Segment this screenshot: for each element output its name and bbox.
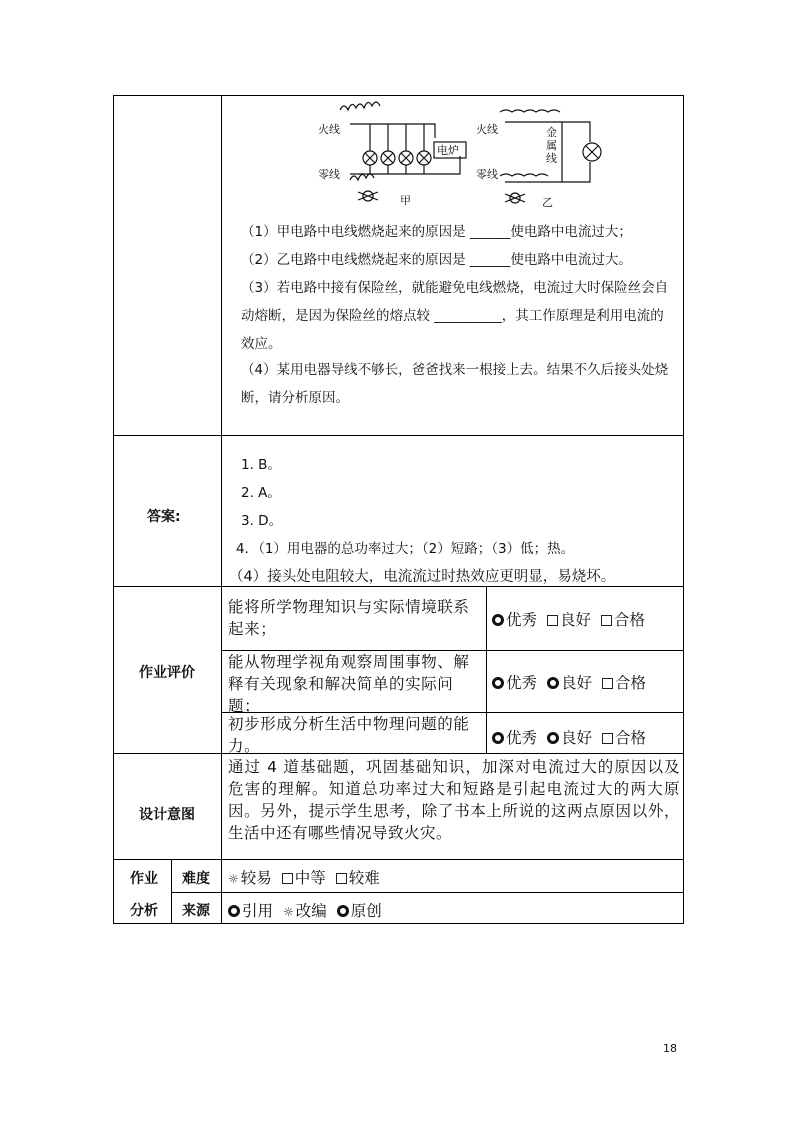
criterion-3: 初步形成分析生活中物理问题的能力。	[228, 715, 470, 755]
jia-neutral-label: 零线	[318, 168, 340, 181]
question-1: （1）甲电路中电线燃烧起来的原因是 ______使电路中电流过大；	[241, 224, 632, 240]
radio-checked-icon	[337, 905, 349, 917]
difficulty-label: 难度	[182, 871, 210, 887]
sun-icon: ☼	[283, 905, 294, 919]
rating-good[interactable]	[547, 729, 592, 747]
radio-checked-icon	[492, 614, 504, 626]
checkbox-icon	[282, 873, 293, 884]
rating-excellent[interactable]	[492, 729, 537, 747]
yi-fire-label: 火线	[476, 123, 498, 136]
option-label: 优秀	[506, 674, 538, 692]
difficulty-hard[interactable]	[336, 869, 380, 887]
question-2: （2）乙电路中电线燃烧起来的原因是 ______使电路中电流过大。	[241, 252, 632, 268]
option-label: 原创	[350, 902, 382, 920]
rating-excellent[interactable]	[492, 611, 537, 629]
question-4-line-1: （4）某用电器导线不够长，爸爸找来一根接上去。结果不久后接头处烧	[241, 362, 669, 378]
rating-good[interactable]	[547, 611, 591, 629]
difficulty-medium[interactable]	[282, 869, 326, 887]
answer-line-2: 2. A。	[241, 485, 281, 501]
option-label: 良好	[561, 674, 593, 692]
source-adapted[interactable]	[283, 902, 327, 920]
checkbox-icon	[602, 733, 613, 744]
option-label: 较难	[348, 869, 380, 887]
answer-label: 答案:	[147, 509, 181, 525]
question-3-line-3: 效应。	[241, 336, 282, 352]
answer-line-3: 3. D。	[241, 513, 283, 529]
jia-device-label: 电炉	[437, 144, 459, 157]
rating-row-2	[492, 671, 656, 693]
jia-name-label: 甲	[400, 194, 411, 207]
answer-line-4: 4．（1）用电器的总功率过大；（2）短路；（3）低；热。	[236, 541, 575, 557]
radio-checked-icon	[492, 732, 504, 744]
checkbox-icon	[547, 615, 558, 626]
checkbox-icon	[602, 678, 613, 689]
rating-good[interactable]	[547, 674, 592, 692]
sun-icon: ☼	[228, 872, 239, 886]
criterion-2: 能从物理学视角观察周围事物、解释有关现象和解决简单的实际问题；	[228, 653, 470, 715]
criterion-1: 能将所学物理知识与实际情境联系起来；	[228, 598, 470, 638]
option-label: 良好	[560, 611, 592, 629]
option-label: 较易	[240, 869, 272, 887]
option-label: 合格	[615, 729, 647, 747]
rating-excellent[interactable]	[492, 674, 537, 692]
option-label: 引用	[242, 902, 274, 920]
analysis-label-top: 作业	[130, 871, 158, 887]
option-label: 优秀	[506, 611, 538, 629]
radio-checked-icon	[492, 677, 504, 689]
radio-checked-icon	[228, 905, 240, 917]
answer-line-1: 1. B。	[241, 457, 281, 473]
radio-checked-icon	[547, 677, 559, 689]
question-4-line-2: 断，请分析原因。	[241, 390, 349, 406]
source-cited[interactable]	[228, 902, 273, 920]
checkbox-icon	[601, 615, 612, 626]
design-label: 设计意图	[139, 807, 195, 823]
circuit-figure	[310, 98, 620, 210]
page-number: 18	[663, 1042, 677, 1055]
yi-name-label: 乙	[542, 196, 553, 209]
rating-row-3	[492, 726, 656, 748]
option-label: 优秀	[506, 729, 538, 747]
option-label: 合格	[614, 611, 646, 629]
rating-pass[interactable]	[602, 729, 646, 747]
answer-line-5: （4）接头处电阻较大，电流流过时热效应更明显，易烧坏。	[229, 569, 616, 585]
difficulty-options	[228, 866, 390, 888]
analysis-label-bottom: 分析	[130, 903, 158, 919]
option-label: 良好	[561, 729, 593, 747]
jia-fire-label: 火线	[318, 123, 340, 136]
option-label: 合格	[615, 674, 647, 692]
source-label: 来源	[182, 903, 210, 919]
radio-checked-icon	[547, 732, 559, 744]
question-3-line-2: 动熔断，是因为保险丝的熔点较 __________，其工作原理是利用电流的	[241, 308, 664, 324]
question-3-line-1: （3）若电路中接有保险丝，就能避免电线燃烧，电流过大时保险丝会自	[241, 280, 669, 296]
option-label: 中等	[294, 869, 326, 887]
checkbox-icon	[336, 873, 347, 884]
source-options	[228, 899, 392, 921]
source-original[interactable]	[337, 902, 382, 920]
design-text: 通过 4 道基础题，巩固基础知识，加深对电流过大的原因以及危害的理解。知道总功率过大和短路是引起电流过大的两大原因。另外，提示学生思考，除了书本上所说的这两点原因以外，生活中还有哪些情况导致火灾。	[228, 758, 680, 842]
difficulty-easy[interactable]	[228, 869, 272, 887]
rating-pass[interactable]	[601, 611, 645, 629]
rating-row-1	[492, 608, 655, 630]
yi-neutral-label: 零线	[476, 168, 498, 181]
option-label: 改编	[295, 902, 327, 920]
rating-pass[interactable]	[602, 674, 646, 692]
evaluation-label: 作业评价	[139, 665, 195, 681]
yi-metal-label: 金属线	[546, 126, 557, 165]
